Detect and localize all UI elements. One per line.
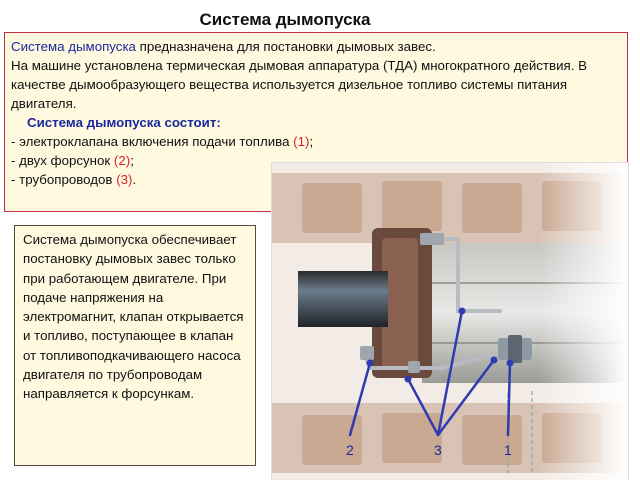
intro-line <box>11 37 621 56</box>
component-item-valve: - электроклапана включения подачи топлива (1); <box>11 134 314 149</box>
intro-paragraph: На машине установлена термическая дымовая аппаратура (ТДА) многократного действия. В качестве дымообразующего вещества используется дизельное топливо системы питания двигателя. <box>11 58 587 111</box>
component-item-pipes: - трубопроводов (3). <box>11 172 137 187</box>
operation-text: Система дымопуска обеспечивает постановку дымовых завес только при работающем двигателе. При подаче напряжения на электромагнит, клапан открывается и топливо, поступающее в клапан от топливоподкачивающего насоса двигателя по трубопроводам направляется к форсункам. <box>23 232 244 402</box>
callout-3: 3 <box>434 442 442 458</box>
smoke-system-photo <box>272 163 628 480</box>
callout-1: 1 <box>504 442 512 458</box>
intro-lead: Система дымопуска <box>11 39 136 54</box>
component-item-injectors: - двух форсунок (2); <box>11 153 134 168</box>
page-title: Система дымопуска <box>199 10 371 29</box>
operation-panel <box>14 225 256 466</box>
intro-rest: предназначена для постановки дымовых завес. <box>135 39 436 54</box>
callout-2: 2 <box>346 442 354 458</box>
components-heading: Система дымопуска состоит: <box>27 115 221 130</box>
